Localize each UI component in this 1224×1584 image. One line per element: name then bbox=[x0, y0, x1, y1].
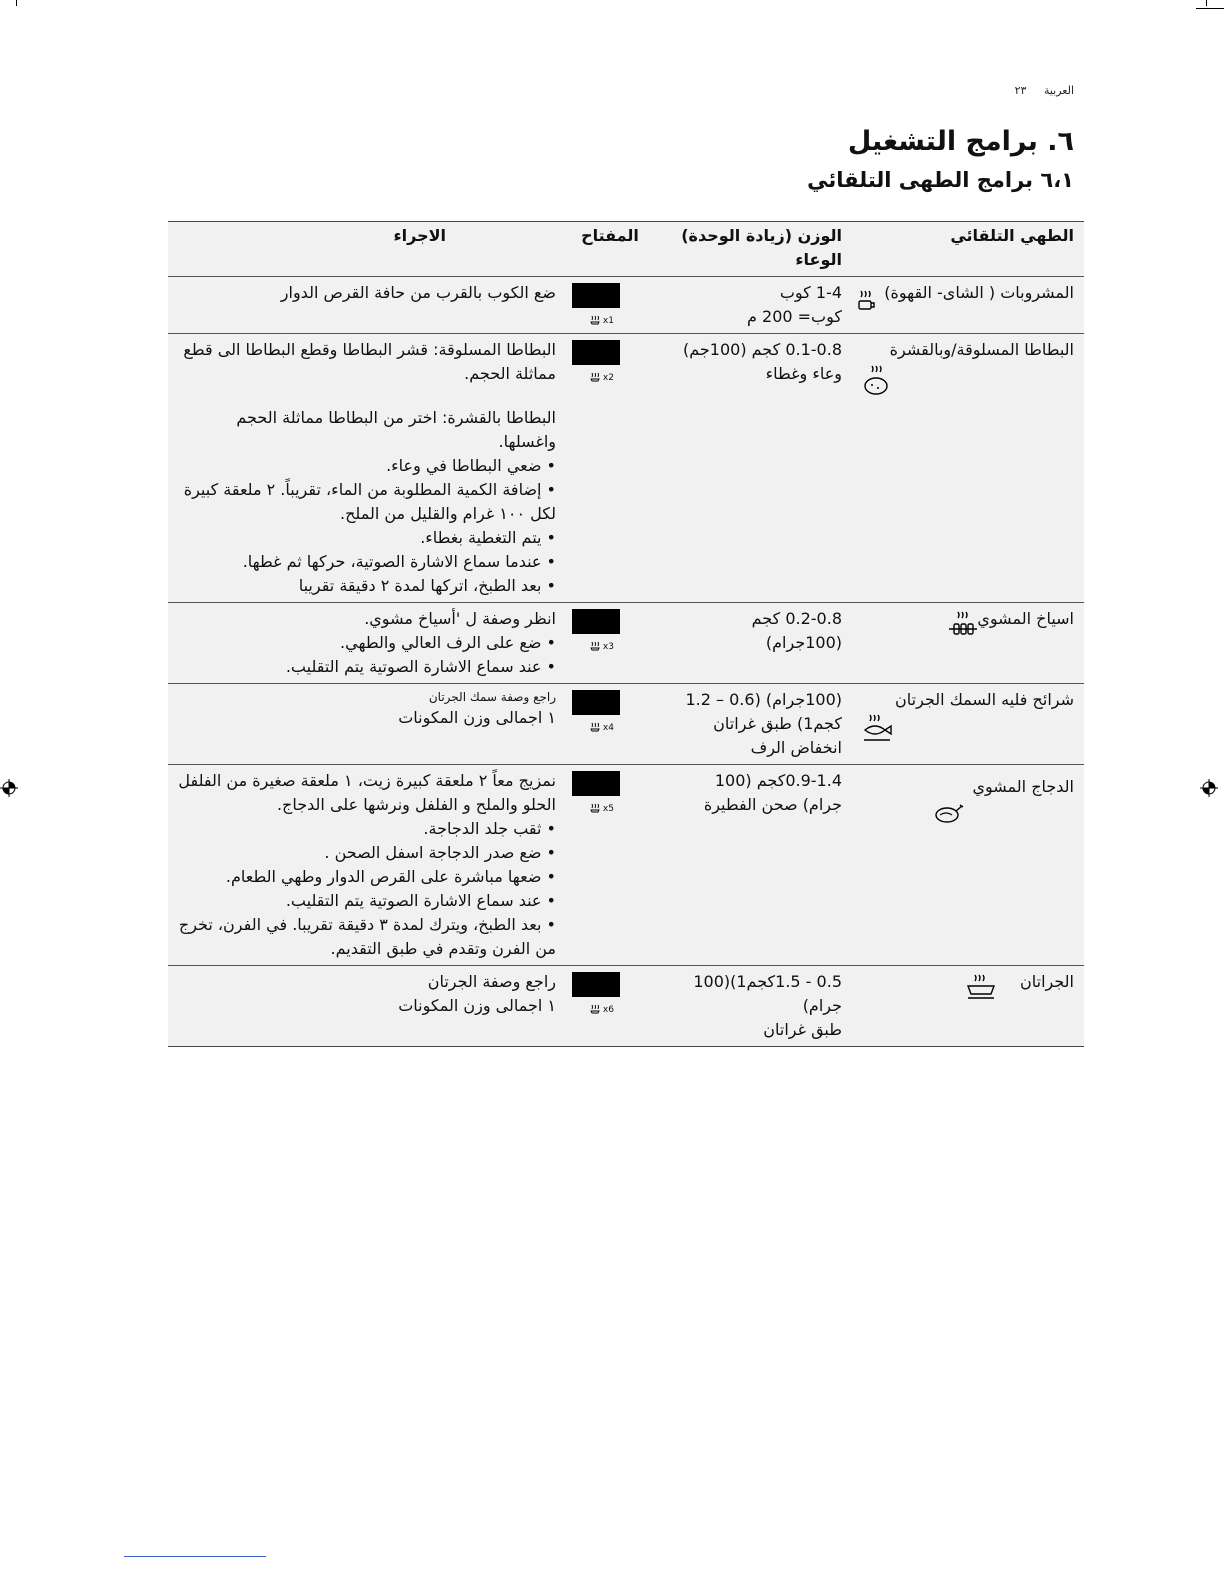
auto-cook-icon bbox=[590, 641, 600, 651]
procedure-line: • عند سماع الاشارة الصوتية يتم التقليب. bbox=[176, 889, 556, 913]
header-language: العربية bbox=[1043, 84, 1074, 97]
auto-cook-icon bbox=[590, 803, 600, 813]
procedure-line: انظر وصفة ل 'أسياخ مشوي. bbox=[364, 609, 556, 628]
page-header bbox=[960, 84, 1074, 97]
table-row bbox=[168, 765, 1084, 966]
program-name: شرائح فليه السمك الجرتان bbox=[895, 690, 1074, 709]
program-name: اسياخ المشوي bbox=[977, 609, 1074, 628]
auto-cook-table bbox=[168, 221, 1084, 1047]
procedure-line: • عندما سماع الاشارة الصوتية، حركها ثم غطها. bbox=[176, 550, 556, 574]
program-name: الجراتان bbox=[1020, 972, 1074, 991]
table-row bbox=[168, 277, 1084, 334]
weight-line: 0.5 - 1.5كجم1)(100 bbox=[693, 972, 842, 991]
footer-rule bbox=[124, 1556, 266, 1557]
chicken-icon bbox=[932, 801, 966, 825]
program-name: الدجاج المشوي bbox=[972, 777, 1074, 796]
program-key[interactable] bbox=[570, 338, 624, 383]
program-key[interactable] bbox=[570, 281, 624, 326]
header-auto-cook: الطهي التلقائي bbox=[852, 222, 1084, 277]
procedure-line: • إضافة الكمية المطلوبة من الماء، تقريباً. ٢ ملعقة كبيرة لكل ١٠٠ غرام والقليل من الملح. bbox=[176, 478, 556, 526]
procedure-line: • ضع على الرف العالي والطهي. bbox=[176, 631, 556, 655]
key-press-count: x4 bbox=[602, 723, 614, 733]
procedure-line: راجع وصفة الجرتان bbox=[427, 972, 556, 991]
auto-cook-icon bbox=[590, 372, 600, 382]
crop-mark-top-left bbox=[16, 0, 17, 6]
weight-line: 0.1-0.8 كجم (100جم) bbox=[682, 340, 842, 359]
key-button[interactable] bbox=[572, 690, 620, 715]
program-key[interactable] bbox=[570, 688, 624, 733]
table-row bbox=[168, 603, 1084, 684]
procedure-line: البطاطا بالقشرة: اختر من البطاطا مماثلة الحجم واغسلها. bbox=[236, 408, 556, 451]
weight-line: (100جرام) (0.6 – 1.2 bbox=[685, 690, 842, 709]
key-press-count: x6 bbox=[602, 1005, 614, 1015]
program-name: البطاطا المسلوقة/وبالقشرة bbox=[889, 340, 1074, 359]
procedure-line: البطاطا المسلوقة: قشر البطاطا وقطع البطاطا الى قطع مماثلة الحجم. bbox=[183, 340, 556, 383]
header-weight: الوزن (زيادة الوحدة) الوعاء bbox=[656, 222, 852, 277]
header-procedure: الاجراء bbox=[168, 222, 566, 277]
header-key: المفتاح bbox=[566, 222, 656, 277]
weight-line: كوب= 200 م bbox=[747, 307, 842, 326]
table-header-row bbox=[168, 222, 1084, 277]
key-button[interactable] bbox=[572, 972, 620, 997]
key-button[interactable] bbox=[572, 283, 620, 308]
key-button[interactable] bbox=[572, 340, 620, 365]
weight-line: جرام) bbox=[802, 996, 842, 1015]
crop-mark-top-right bbox=[1206, 0, 1207, 6]
procedure-line: • يتم التغطية بغطاء. bbox=[176, 526, 556, 550]
registration-mark-right bbox=[1200, 779, 1218, 797]
key-press-count: x5 bbox=[602, 804, 614, 814]
procedure-line: • ضعها مباشرة على القرص الدوار وطهي الطعام. bbox=[176, 865, 556, 889]
weight-line: 0.2-0.8 كجم bbox=[751, 609, 842, 628]
procedure-line: • بعد الطبخ، اتركها لمدة ٢ دقيقة تقريبا bbox=[176, 574, 556, 598]
weight-line: طبق غراتان bbox=[763, 1020, 842, 1039]
subsection-title: ٦،١ برامج الطهى التلقائي bbox=[807, 168, 1074, 192]
table-row bbox=[168, 334, 1084, 603]
weight-line: كجم1) طبق غراتان bbox=[713, 714, 842, 733]
key-press-count: x1 bbox=[602, 316, 614, 326]
weight-line: 0.9-1.4كجم (100 bbox=[714, 771, 842, 790]
table-row bbox=[168, 966, 1084, 1047]
skewer-icon bbox=[948, 611, 978, 637]
fish-icon bbox=[862, 714, 894, 742]
auto-cook-icon bbox=[590, 315, 600, 325]
section-title: ٦. برامج التشغيل bbox=[847, 126, 1074, 157]
program-key[interactable] bbox=[570, 607, 624, 652]
procedure-line: ضع الكوب بالقرب من حافة القرص الدوار bbox=[280, 283, 556, 302]
procedure-line: • ثقب جلد الدجاجة. bbox=[176, 817, 556, 841]
registration-mark-left bbox=[0, 779, 18, 797]
auto-cook-icon bbox=[590, 722, 600, 732]
program-name: المشروبات ( الشاى- القهوة) bbox=[884, 283, 1074, 302]
weight-line: وعاء وغطاء bbox=[765, 364, 842, 383]
procedure-line: • عند سماع الاشارة الصوتية يتم التقليب. bbox=[176, 655, 556, 679]
gratin-dish-icon bbox=[966, 974, 996, 1000]
auto-cook-icon bbox=[590, 1004, 600, 1014]
key-press-count: x3 bbox=[602, 642, 614, 652]
procedure-line: • ضعي البطاطا في وعاء. bbox=[176, 454, 556, 478]
procedure-line: • بعد الطبخ، ويترك لمدة ٣ دقيقة تقريبا. في الفرن، تخرج من الفرن وتقدم في طبق التقديم. bbox=[176, 913, 556, 961]
weight-line: جرام) صحن الفطيرة bbox=[703, 795, 842, 814]
table-row bbox=[168, 684, 1084, 765]
key-button[interactable] bbox=[572, 771, 620, 796]
program-key[interactable] bbox=[570, 769, 624, 814]
weight-line: 1-4 كوب bbox=[779, 283, 842, 302]
procedure-line: نمزيج معاً ٢ ملعقة كبيرة زيت، ١ ملعقة صغيرة من الفلفل الحلو والملح و الفلفل ونرشها على الدجاج. bbox=[178, 771, 556, 814]
program-key[interactable] bbox=[570, 970, 624, 1015]
procedure-line: ١ اجمالى وزن المكونات bbox=[398, 708, 556, 727]
cup-steam-icon bbox=[856, 289, 878, 313]
crop-mark-top-right-horizontal bbox=[1196, 8, 1224, 9]
procedure-line: راجع وصفة سمك الجرتان bbox=[428, 690, 556, 704]
procedure-line: ١ اجمالى وزن المكونات bbox=[398, 996, 556, 1015]
procedure-line: • ضع صدر الدجاجة اسفل الصحن . bbox=[176, 841, 556, 865]
weight-line: انخفاض الرف bbox=[750, 738, 842, 757]
header-page-number: ٢٣ bbox=[1014, 84, 1027, 97]
key-press-count: x2 bbox=[602, 373, 614, 383]
potato-steam-icon bbox=[862, 364, 894, 398]
key-button[interactable] bbox=[572, 609, 620, 634]
weight-line: (100جرام) bbox=[765, 633, 842, 652]
